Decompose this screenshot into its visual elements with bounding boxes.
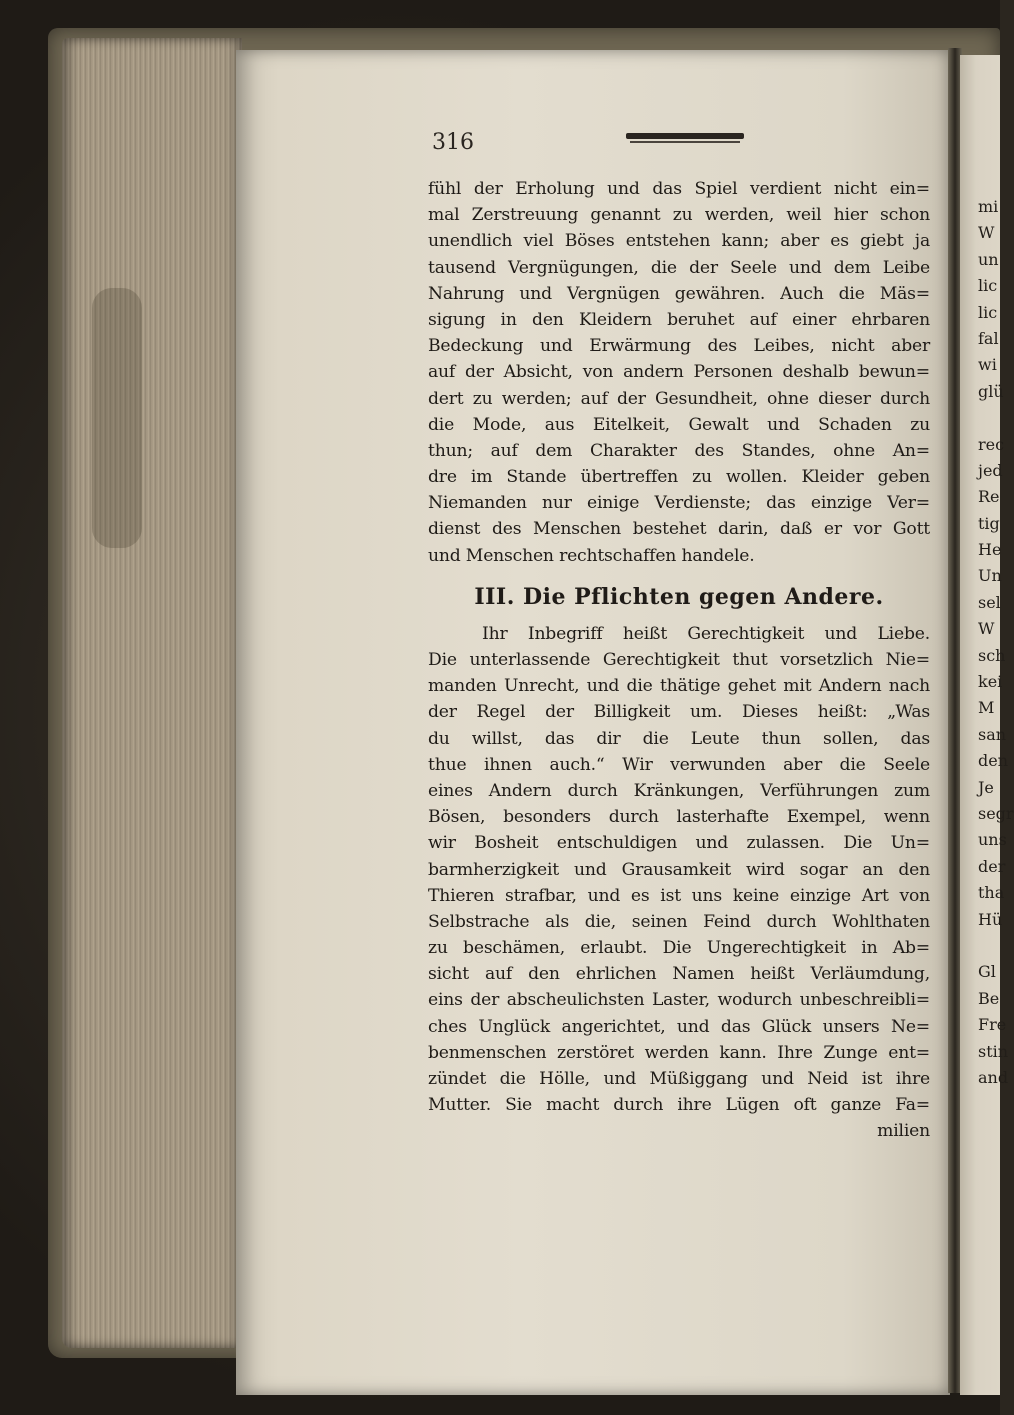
- edge-stain: [92, 288, 142, 548]
- right-page-fragment: sch: [978, 645, 1006, 665]
- text-line: thun; auf dem Charakter des Standes, ohne An=: [428, 440, 930, 461]
- page-block-edge: [62, 38, 242, 1348]
- text-line: die Mode, aus Eitelkeit, Gewalt und Schaden zu: [428, 414, 930, 435]
- right-page-fragment: den: [978, 751, 1009, 771]
- text-line: Mutter. Sie macht durch ihre Lügen oft ganze Fa=: [428, 1095, 930, 1116]
- text-line: fühl der Erholung und das Spiel verdient nicht ein=: [428, 179, 930, 199]
- right-page-fragment: un: [978, 249, 999, 269]
- right-page-fragment: Re: [978, 487, 1000, 507]
- right-page-fragment: mi: [978, 197, 999, 216]
- right-page-fragment: Je: [978, 777, 994, 797]
- right-page-fragment: [978, 405, 1008, 431]
- right-page-fragment: segr: [978, 803, 1014, 823]
- text-line: dienst des Menschen bestehet darin, daß er vor Gott: [428, 519, 930, 540]
- text-line: sicht auf den ehrlichen Namen heißt Verläumdung,: [428, 964, 930, 985]
- text-line: dert zu werden; auf der Gesundheit, ohne dieser durch: [428, 388, 930, 409]
- section-heading: III. Die Pflichten gegen Andere.: [474, 583, 884, 610]
- right-page-fragment: der: [978, 856, 1006, 876]
- right-page-fragment: san: [978, 724, 1007, 744]
- text-line: Ihr Inbegriff heißt Gerechtigkeit und Liebe.: [482, 623, 930, 644]
- text-line: der Regel der Billigkeit um. Dieses heißt: „Was: [428, 702, 930, 723]
- text-line: du willst, das dir die Leute thun sollen, das: [428, 728, 930, 749]
- text-line: eins der abscheulichsten Laster, wodurch unbeschreibli=: [428, 990, 930, 1011]
- text-line: zündet die Hölle, und Müßiggang und Neid ist ihre: [428, 1069, 930, 1089]
- right-page-fragment: uns: [978, 830, 1007, 850]
- text-line: tausend Vergnügungen, die der Seele und dem Leibe: [428, 257, 930, 278]
- right-page-fragment: Gl: [978, 962, 996, 982]
- text-line: mal Zerstreuung genannt zu werden, weil hier schon: [428, 205, 930, 226]
- text-line: Bedeckung und Erwärmung des Leibes, nicht aber: [428, 336, 930, 357]
- text-line: eines Andern durch Kränkungen, Verführungen zum: [428, 780, 930, 801]
- right-page-fragment: He: [978, 540, 1002, 560]
- right-page-fragment: glü: [978, 381, 1004, 401]
- right-page-fragment: wi: [978, 355, 997, 375]
- right-page-fragment: M: [978, 698, 995, 718]
- right-page-fragment: W: [978, 223, 995, 243]
- text-line: sigung in den Kleidern beruhet auf einer ehrbaren: [428, 309, 930, 330]
- text-line: und Menschen rechtschaffen handele.: [428, 545, 755, 566]
- right-page-fragment: Be: [978, 988, 1000, 1008]
- right-page-fragment: tig: [978, 513, 1000, 533]
- right-page-fragment: [978, 933, 1008, 959]
- text-line: ches Unglück angerichtet, und das Glück unsers Ne=: [428, 1016, 930, 1037]
- right-page-fragment: sel: [978, 592, 1001, 612]
- text-line: Thieren strafbar, und es ist uns keine einzige Art von: [428, 885, 930, 906]
- text-line: Niemanden nur einige Verdienste; das einzige Ver=: [428, 493, 930, 514]
- page-text: [428, 176, 930, 1144]
- text-line: zu beschämen, erlaubt. Die Ungerechtigkeit in Ab=: [428, 938, 930, 959]
- text-line: dre im Stande übertreffen zu wollen. Kleider geben: [428, 467, 930, 488]
- text-line: manden Unrecht, und die thätige gehet mit Andern nach: [428, 676, 930, 697]
- header-rule: [626, 133, 744, 139]
- right-page-fragment: tha: [978, 883, 1005, 903]
- right-page-fragment: rec: [978, 434, 1005, 454]
- right-page-fragment: and: [978, 1067, 1009, 1087]
- page-number: 316: [432, 130, 474, 155]
- right-page-fragment: kei: [978, 672, 1003, 692]
- right-page-fragment: Un: [978, 566, 1002, 586]
- text-line: Selbstrache als die, seinen Feind durch Wohlthaten: [428, 911, 930, 932]
- text-line: Bösen, besonders durch lasterhafte Exempel, wenn: [428, 807, 930, 828]
- right-page-fragment: lic: [978, 276, 998, 296]
- text-line: wir Bosheit entschuldigen und zulassen. Die Un=: [428, 833, 930, 854]
- catchword: milien: [877, 1121, 930, 1142]
- right-page-fragment: Fre: [978, 1015, 1007, 1035]
- text-line: thue ihnen auch.“ Wir verwunden aber die Seele: [428, 754, 930, 775]
- right-page-fragment: lic: [978, 302, 998, 322]
- text-line: Die unterlassende Gerechtigkeit thut vorsetzlich Nie=: [428, 650, 930, 670]
- text-line: unendlich viel Böses entstehen kann; aber es giebt ja: [428, 231, 930, 252]
- right-page-fragment: jed: [978, 460, 1003, 480]
- right-page-fragment: stin: [978, 1041, 1009, 1061]
- text-line: auf der Absicht, von andern Personen deshalb bewun=: [428, 362, 930, 383]
- text-line: Nahrung und Vergnügen gewähren. Auch die Mäs=: [428, 283, 930, 304]
- text-line: barmherzigkeit und Grausamkeit wird sogar an den: [428, 859, 930, 880]
- text-line: benmenschen zerstöret werden kann. Ihre Zunge ent=: [428, 1042, 930, 1063]
- right-page-fragment: fal: [978, 328, 999, 348]
- right-page-fragment: W: [978, 619, 995, 639]
- right-page-text: [978, 194, 1014, 1091]
- right-page-fragment: Hü: [978, 909, 1003, 929]
